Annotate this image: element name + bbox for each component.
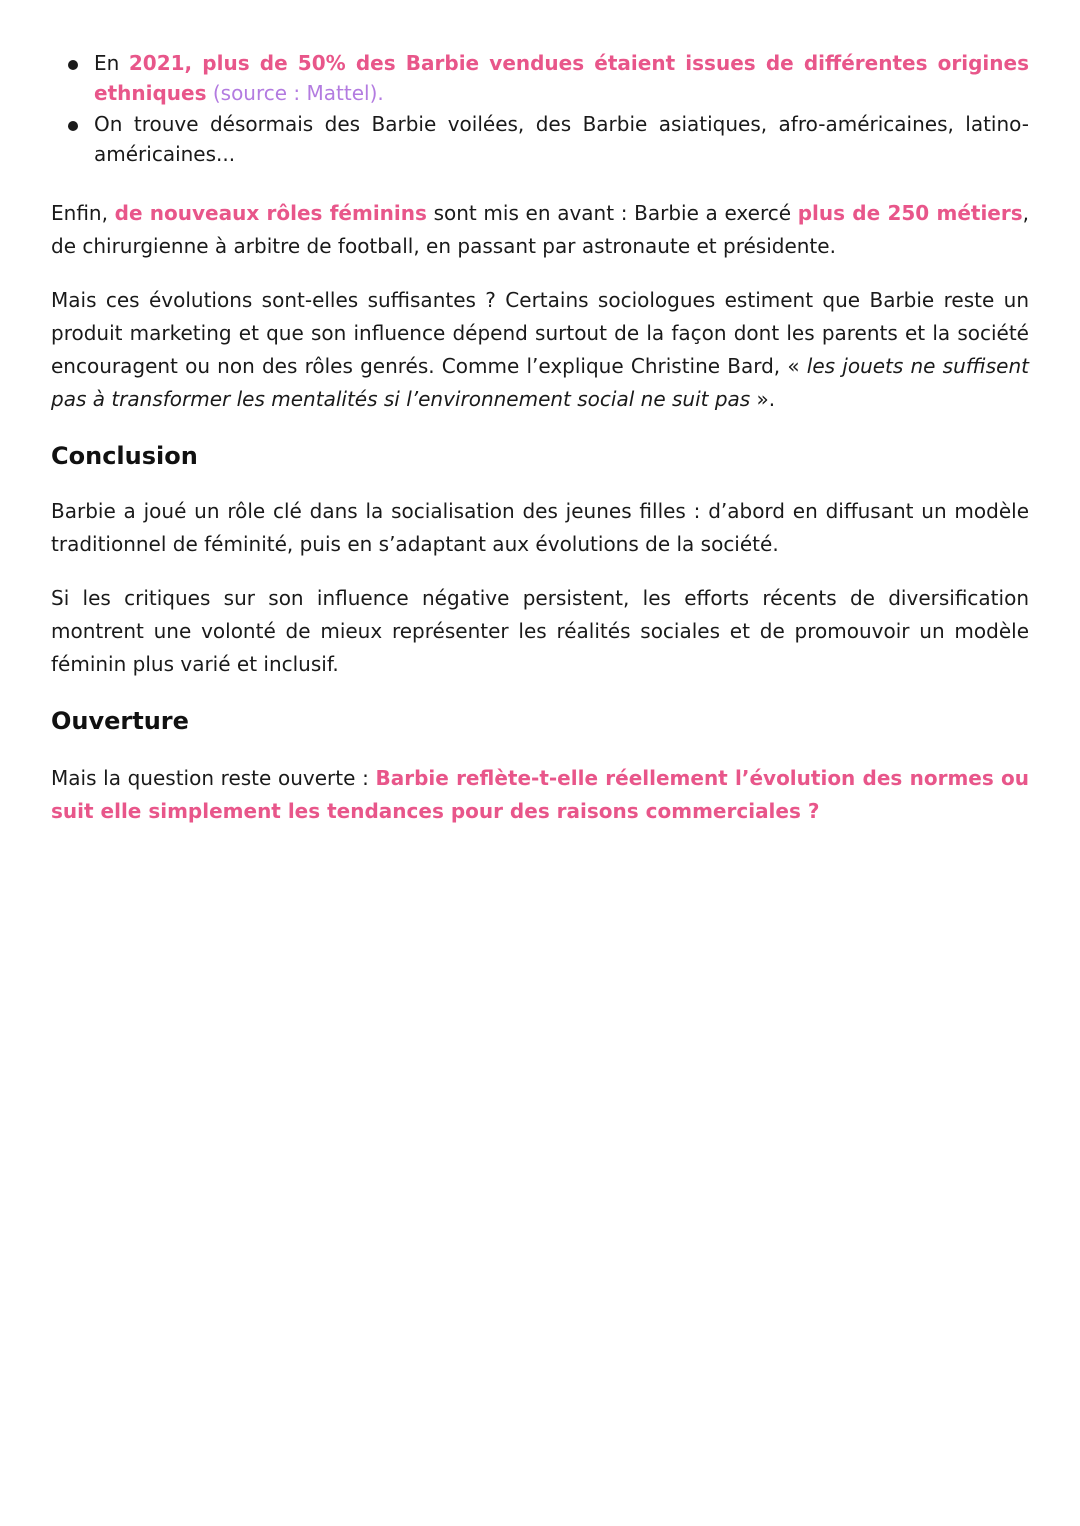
highlight-new-roles: de nouveaux rôles féminins <box>114 201 427 225</box>
text-run: Mais ces évolutions sont-elles suffisantes ? Certains sociologues estiment que Barbie reste un produit marketing et que son influence dépend surtout de la façon dont les parents et la société encouragent ou non des rôles genrés. Comme l’explique Christine Bard, « <box>51 288 1029 378</box>
bullet-prefix: En <box>94 51 129 75</box>
bullet-list <box>51 48 1029 169</box>
bullet-text: On trouve désormais des Barbie voilées, des Barbie asiatiques, afro-américaines, latino-américaines... <box>94 112 1029 166</box>
paragraph-enfin <box>51 197 1029 263</box>
text-run: Mais la question reste ouverte : <box>51 766 376 790</box>
list-item <box>51 109 1029 169</box>
text-run: ». <box>750 387 776 411</box>
bullet-highlight: 2021, plus de 50% des Barbie vendues étaient issues de différentes origines ethniques <box>94 51 1029 105</box>
paragraph-conclusion-1: Barbie a joué un rôle clé dans la socialisation des jeunes filles : d’abord en diffusant un modèle traditionnel de féminité, puis en s’adaptant aux évolutions de la société. <box>51 499 1029 556</box>
paragraph-ouverture <box>51 762 1029 828</box>
text-run: , de chirurgienne à arbitre de football, en passant par astronaute et présidente. <box>51 201 1029 258</box>
heading-ouverture: Ouverture <box>51 707 189 735</box>
bullet-dot-icon <box>68 121 78 131</box>
document-page <box>51 48 1029 828</box>
paragraph-mais <box>51 284 1029 416</box>
text-run: Enfin, <box>51 201 115 225</box>
list-item <box>51 48 1029 108</box>
paragraph-conclusion-2: Si les critiques sur son influence négative persistent, les efforts récents de diversification montrent une volonté de mieux représenter les réalités sociales et de promouvoir un modèle féminin plus varié et inclusif. <box>51 586 1029 676</box>
highlight-question: Barbie reflète-t-elle réellement l’évolution des normes ou suit elle simplement les tendances pour des raisons commerciales ? <box>51 766 1029 823</box>
bullet-dot-icon <box>68 60 78 70</box>
quote-christine-bard: les jouets ne suffisent pas à transformer les mentalités si l’environnement social ne suit pas <box>51 354 1030 411</box>
text-run: sont mis en avant : Barbie a exercé <box>426 201 798 225</box>
highlight-250-jobs: plus de 250 métiers <box>797 201 1023 225</box>
bullet-source: (source : Mattel). <box>206 81 384 105</box>
heading-conclusion: Conclusion <box>51 442 198 470</box>
